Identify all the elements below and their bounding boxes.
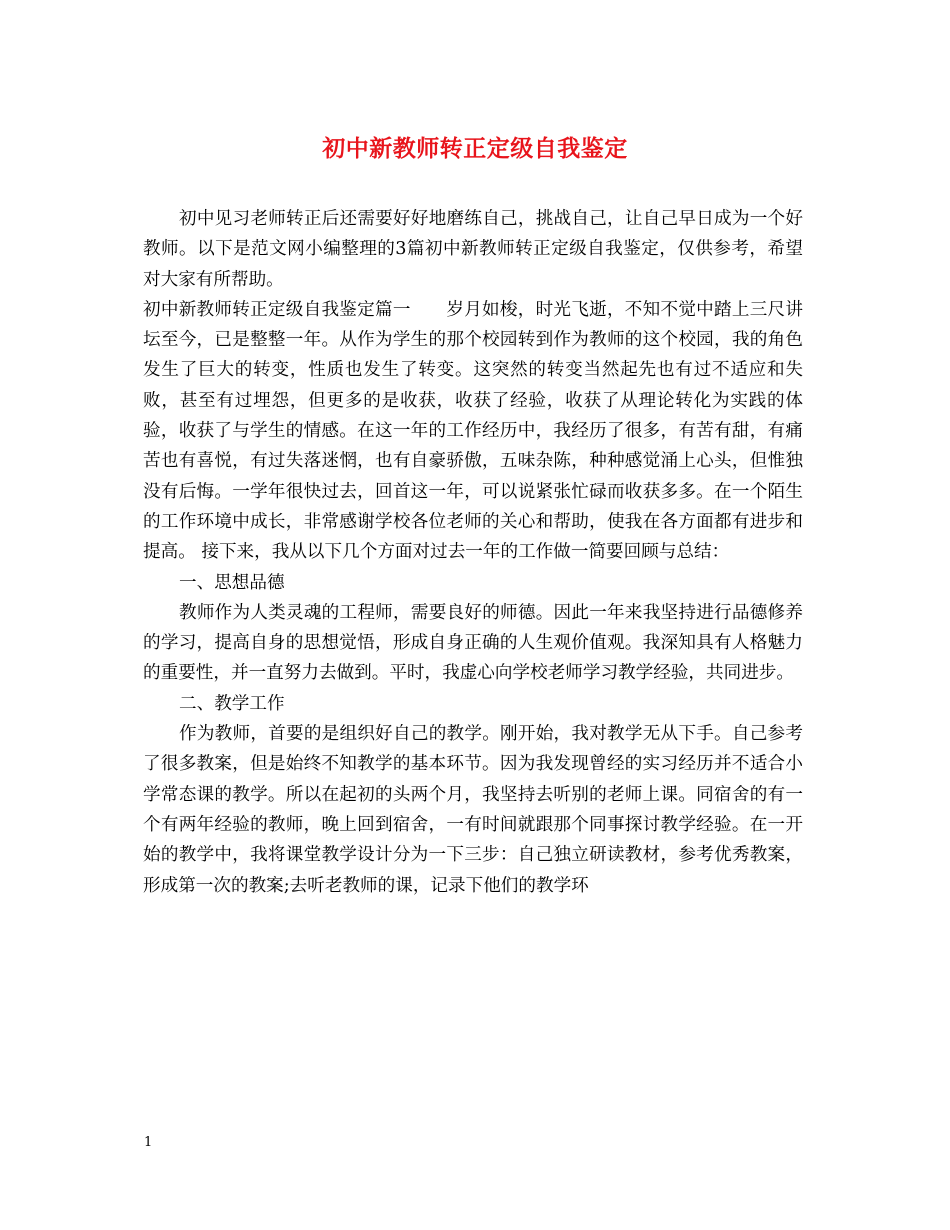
- document-title: 初中新教师转正定级自我鉴定: [322, 135, 628, 162]
- teaching-work-paragraph: 作为教师，首要的是组织好自己的教学。刚开始，我对教学无从下手。自己参考了很多教案，但是始终不知教学的基本环节。因为我发现曾经的实习经历并不适合小学常态课的教学。所以在起初的头两个月，我坚持去听别的老师上课。同宿舍的有一个有两年经验的教师，晚上回到宿舍，一有时间就跟那个同事探讨教学经验。在一开始的教学中，我将课堂教学设计分为一下三步：自己独立研读教材，参考优秀教案，形成第一次的教案;去听老教师的课，记录下他们的教学环: [143, 724, 803, 896]
- page-number: 1: [144, 1135, 153, 1150]
- ideology-morality-paragraph: 教师作为人类灵魂的工程师，需要良好的师德。因此一年来我坚持进行品德修养的学习，提高自身的思想觉悟，形成自身正确的人生观价值观。我深知具有人格魅力的重要性，并一直努力去做到。平时，我虚心向学校老师学习教学经验，共同进步。: [143, 602, 803, 684]
- heading-teaching-work: 二、教学工作: [179, 693, 285, 714]
- document-body: [143, 204, 803, 901]
- intro-paragraph: 初中见习老师转正后还需要好好地磨练自己，挑战自己，让自己早日成为一个好教师。以下是范文网小编整理的3篇初中新教师转正定级自我鉴定，仅供参考，希望对大家有所帮助。: [143, 209, 803, 290]
- heading-ideology-morality: 一、思想品德: [179, 572, 285, 593]
- section-one-paragraph: 初中新教师转正定级自我鉴定篇一 岁月如梭，时光飞逝，不知不觉中踏上三尺讲坛至今，已是整整一年。从作为学生的那个校园转到作为教师的这个校园，我的角色发生了巨大的转变，性质也发生了转变。这突然的转变当然起先也有过不适应和失败，甚至有过埋怨，但更多的是收获，收获了经验，收获了从理论转化为实践的体验，收获了与学生的情感。在这一年的工作经历中，我经历了很多，有苦有甜，有痛苦也有喜悦，有过失落迷惘，也有自豪骄傲，五味杂陈，种种感觉涌上心头，但惟独没有后悔。一学年很快过去，回首这一年，可以说紧张忙碌而收获多多。在一个陌生的工作环境中成长，非常感谢学校各位老师的关心和帮助，使我在各方面都有进步和提高。 接下来，我从以下几个方面对过去一年的工作做一简要回顾与总结：: [143, 299, 803, 563]
